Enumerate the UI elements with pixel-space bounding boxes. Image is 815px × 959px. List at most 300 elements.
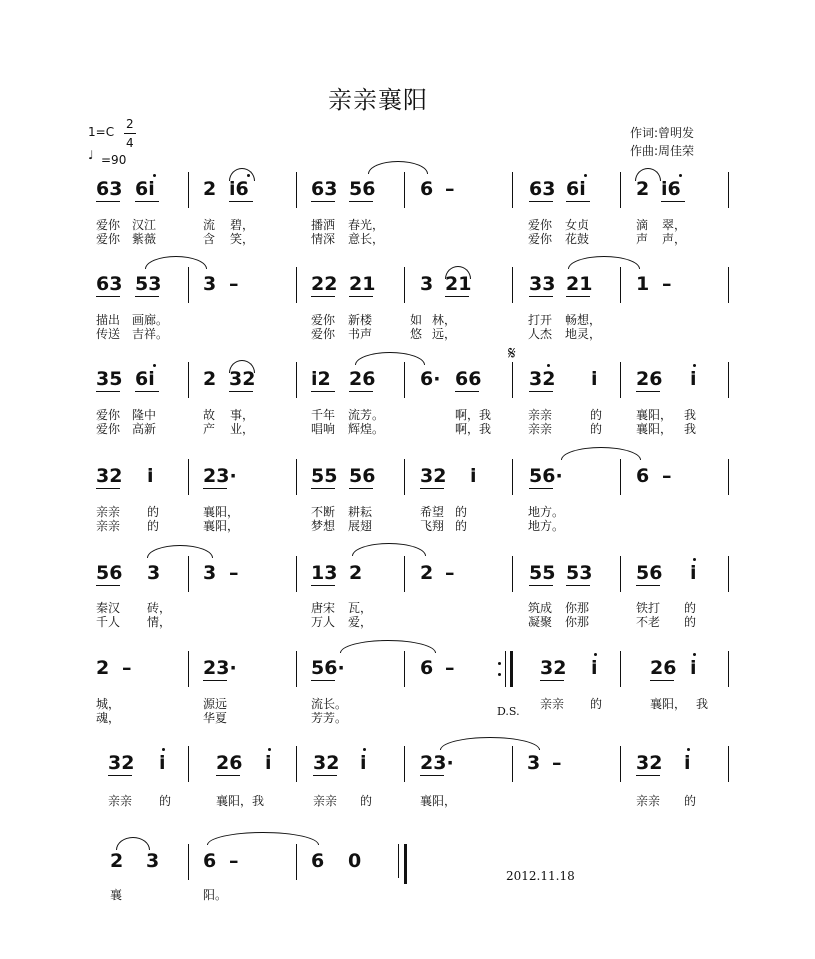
song-title: 亲亲襄阳 — [328, 86, 428, 114]
lyric: 亲亲 — [528, 408, 553, 422]
barline — [404, 172, 405, 208]
lyric: 万人 — [311, 615, 336, 629]
lyric: 唱响 — [311, 422, 336, 436]
beam — [349, 488, 373, 489]
lyric: 啊，我 — [455, 422, 492, 436]
barline — [404, 362, 405, 398]
slur — [440, 737, 540, 750]
lyric: 的 — [590, 697, 603, 711]
beam — [311, 488, 335, 489]
note: 32 — [108, 752, 135, 774]
octave-dot — [687, 748, 690, 751]
lyric: 亲亲 — [636, 794, 661, 808]
lyric: 千年 — [311, 408, 336, 422]
lyric: 爱， — [348, 615, 373, 629]
lyric: 春光， — [348, 218, 385, 232]
note: – — [445, 562, 455, 584]
barline — [728, 651, 729, 687]
lyric: 源远 — [203, 697, 228, 711]
barline — [188, 556, 189, 592]
barline — [296, 651, 297, 687]
lyric: 芳芳。 — [311, 711, 348, 725]
note: i — [265, 752, 272, 774]
barline — [620, 651, 621, 687]
lyric: 的 — [684, 601, 697, 615]
lyric: 爱你 — [96, 218, 121, 232]
note: – — [122, 657, 132, 679]
lyric: 亲亲 — [96, 505, 121, 519]
barline — [728, 556, 729, 592]
note: 6 — [203, 850, 217, 872]
lyric: 女贞 — [565, 218, 590, 232]
lyric: 吉祥。 — [132, 327, 169, 341]
lyric: 地方。 — [528, 505, 565, 519]
repeat-dot — [498, 662, 501, 665]
octave-dot — [594, 653, 597, 656]
barline — [512, 362, 513, 398]
lyric: 华夏 — [203, 711, 228, 725]
note: 53 — [566, 562, 593, 584]
lyric: 梦想 — [311, 519, 336, 533]
lyric: 悠 — [410, 327, 423, 341]
lyric: 远， — [432, 327, 457, 341]
note: 6i — [135, 178, 155, 200]
note: 3 — [203, 562, 217, 584]
barline — [728, 172, 729, 208]
lyric: 襄阳， — [636, 422, 673, 436]
note: i — [690, 368, 697, 390]
note: 56· — [311, 657, 345, 679]
note: 63 — [311, 178, 338, 200]
note: i2 — [311, 368, 331, 390]
note: 2 — [349, 562, 363, 584]
note: i — [470, 465, 477, 487]
barline — [296, 556, 297, 592]
barline — [404, 459, 405, 495]
beam — [420, 488, 444, 489]
composer: 作曲:周佳荣 — [630, 144, 695, 158]
lyric: 铁打 — [636, 601, 661, 615]
beam — [135, 296, 159, 297]
note: – — [229, 273, 239, 295]
slur — [445, 266, 471, 279]
barline — [728, 362, 729, 398]
lyric: 阳。 — [203, 888, 228, 902]
note: 63 — [529, 178, 556, 200]
lyric: 不老 — [636, 615, 661, 629]
octave-dot — [363, 748, 366, 751]
note: 2 — [203, 178, 217, 200]
note: i — [147, 465, 154, 487]
note: 1 — [636, 273, 650, 295]
slur — [147, 545, 213, 558]
note: 53 — [135, 273, 162, 295]
lyric: 声 — [636, 232, 649, 246]
lyric: 流长。 — [311, 697, 348, 711]
lyric: 意长， — [348, 232, 385, 246]
lyric: 爱你 — [96, 232, 121, 246]
note: 6 — [420, 178, 434, 200]
note: 21 — [445, 273, 472, 295]
lyric: 爱你 — [311, 327, 336, 341]
barline — [188, 651, 189, 687]
segno-icon: 𝄋 — [508, 343, 516, 364]
note: 3 — [146, 850, 160, 872]
lyric: 情深 — [311, 232, 336, 246]
barline — [296, 267, 297, 303]
beam — [349, 201, 373, 202]
lyric: 的 — [360, 794, 373, 808]
note: 32 — [96, 465, 123, 487]
note: 2 — [110, 850, 124, 872]
lyric: 我 — [684, 408, 697, 422]
beam — [529, 201, 553, 202]
barline — [296, 362, 297, 398]
note: i — [591, 368, 598, 390]
lyric: 播洒 — [311, 218, 336, 232]
lyric: 展翅 — [348, 519, 373, 533]
beam — [313, 775, 337, 776]
final-barline — [404, 844, 407, 884]
time-sig-top: 2 — [126, 117, 134, 131]
beam — [311, 296, 335, 297]
slur — [355, 352, 425, 365]
note: 26 — [216, 752, 243, 774]
lyric: 襄阳， — [420, 794, 457, 808]
octave-dot — [693, 653, 696, 656]
slur — [229, 168, 255, 181]
barline — [620, 746, 621, 782]
lyric: 地灵， — [565, 327, 602, 341]
note: 6i — [566, 178, 586, 200]
beam — [349, 296, 373, 297]
barline — [188, 746, 189, 782]
lyric: 声， — [662, 232, 687, 246]
beam — [311, 680, 335, 681]
lyric: 的 — [590, 422, 603, 436]
lyric: 爱你 — [528, 218, 553, 232]
lyric: 描出 — [96, 313, 121, 327]
beam — [661, 201, 685, 202]
note: 21 — [566, 273, 593, 295]
beam — [311, 201, 335, 202]
note: 33 — [529, 273, 556, 295]
barline — [728, 267, 729, 303]
lyric: 的 — [455, 505, 468, 519]
note: i — [690, 562, 697, 584]
lyric: 襄阳， — [636, 408, 673, 422]
lyric: 魂， — [96, 711, 121, 725]
lyric: 不断 — [311, 505, 336, 519]
barline — [296, 459, 297, 495]
lyric: 唐宋 — [311, 601, 336, 615]
slur — [116, 837, 150, 850]
lyric: 新楼 — [348, 313, 373, 327]
beam — [455, 391, 479, 392]
note: 56 — [636, 562, 663, 584]
note: – — [662, 465, 672, 487]
slur — [635, 168, 661, 181]
barline — [188, 362, 189, 398]
note: 2 — [96, 657, 110, 679]
note: 3 — [527, 752, 541, 774]
beam — [135, 391, 159, 392]
octave-dot — [693, 364, 696, 367]
barline — [296, 172, 297, 208]
lyric: 地方。 — [528, 519, 565, 533]
barline — [188, 172, 189, 208]
note: – — [552, 752, 562, 774]
lyric: 的 — [455, 519, 468, 533]
lyric: 笑， — [230, 232, 255, 246]
note: 13 — [311, 562, 338, 584]
lyric: 爱你 — [311, 313, 336, 327]
note: 26 — [349, 368, 376, 390]
lyric: 我 — [684, 422, 697, 436]
lyric: 爱你 — [96, 408, 121, 422]
note: 0 — [348, 850, 362, 872]
note: 3 — [147, 562, 161, 584]
lyric: 故 — [203, 408, 216, 422]
lyric: 流 — [203, 218, 216, 232]
note: 2 — [420, 562, 434, 584]
note: 32 — [636, 752, 663, 774]
repeat-barline-thin — [505, 651, 506, 687]
lyric: 的 — [159, 794, 172, 808]
barline — [512, 459, 513, 495]
note: 26 — [650, 657, 677, 679]
lyric: 亲亲 — [96, 519, 121, 533]
lyric: 画廊。 — [132, 313, 169, 327]
lyric: 传送 — [96, 327, 121, 341]
lyric: 爱你 — [96, 422, 121, 436]
barline — [296, 844, 297, 880]
note: 6· — [420, 368, 441, 390]
beam — [650, 680, 674, 681]
lyric: 的 — [684, 615, 697, 629]
note: 3 — [420, 273, 434, 295]
note: 21 — [349, 273, 376, 295]
lyric: 襄阳， — [203, 519, 240, 533]
barline — [404, 267, 405, 303]
beam — [636, 585, 660, 586]
lyric: 筑成 — [528, 601, 553, 615]
beam — [108, 775, 132, 776]
barline — [620, 267, 621, 303]
note: 32 — [420, 465, 447, 487]
lyric: 亲亲 — [313, 794, 338, 808]
lyric: 碧， — [230, 218, 255, 232]
slur — [568, 256, 640, 269]
lyric: 含 — [203, 232, 216, 246]
note: 63 — [96, 178, 123, 200]
barline — [728, 459, 729, 495]
octave-dot — [153, 174, 156, 177]
beam — [529, 391, 553, 392]
lyricist: 作词:曾明发 — [630, 126, 695, 140]
lyric: 情， — [147, 615, 172, 629]
lyric: 你那 — [565, 601, 590, 615]
slur — [340, 640, 436, 653]
slur — [561, 447, 641, 460]
note: 23· — [203, 465, 237, 487]
barline — [512, 172, 513, 208]
lyric: 业， — [230, 422, 255, 436]
lyric: 打开 — [528, 313, 553, 327]
note: 63 — [96, 273, 123, 295]
beam — [135, 201, 159, 202]
note: 2 — [636, 178, 650, 200]
note: 23· — [203, 657, 237, 679]
beam — [529, 296, 553, 297]
beam — [529, 585, 553, 586]
octave-dot — [162, 748, 165, 751]
note: 26 — [636, 368, 663, 390]
barline — [188, 844, 189, 880]
note: i — [684, 752, 691, 774]
lyric: 城， — [96, 697, 121, 711]
note: 2 — [203, 368, 217, 390]
barline — [404, 651, 405, 687]
lyric: 耕耘 — [348, 505, 373, 519]
time-sig-bottom: 4 — [126, 136, 134, 150]
note: 66 — [455, 368, 482, 390]
barline — [296, 746, 297, 782]
barline — [512, 267, 513, 303]
octave-dot — [547, 364, 550, 367]
barline — [188, 459, 189, 495]
note: 56· — [529, 465, 563, 487]
barline — [404, 746, 405, 782]
beam — [636, 391, 660, 392]
note: 56 — [96, 562, 123, 584]
note: 23· — [420, 752, 454, 774]
barline — [728, 746, 729, 782]
barline — [512, 556, 513, 592]
lyric: 襄阳，我 — [216, 794, 265, 808]
beam — [566, 585, 590, 586]
beam — [203, 680, 227, 681]
beam — [96, 585, 120, 586]
beam — [540, 680, 564, 681]
octave-dot — [247, 174, 250, 177]
beam — [96, 488, 120, 489]
lyric: 亲亲 — [528, 422, 553, 436]
repeat-dot — [498, 673, 501, 676]
note: 55 — [311, 465, 338, 487]
note: 32 — [529, 368, 556, 390]
slur — [229, 360, 255, 373]
beam — [566, 296, 590, 297]
lyric: 亲亲 — [540, 697, 565, 711]
note: – — [662, 273, 672, 295]
octave-dot — [153, 364, 156, 367]
lyric: 的 — [147, 519, 160, 533]
repeat-barline — [510, 651, 513, 687]
lyric: 襄阳， — [203, 505, 240, 519]
lyric: 紫薇 — [132, 232, 157, 246]
lyric: 辉煌。 — [348, 422, 385, 436]
lyric: 花鼓 — [565, 232, 590, 246]
tempo: =90 — [101, 153, 127, 167]
barline — [620, 172, 621, 208]
note: 6i — [135, 368, 155, 390]
lyric: 襄阳， — [650, 697, 687, 711]
beam — [311, 391, 335, 392]
lyric: 如 — [410, 313, 423, 327]
octave-dot — [679, 174, 682, 177]
note: 32 — [229, 368, 256, 390]
lyric: 爱你 — [528, 232, 553, 246]
beam — [529, 488, 553, 489]
beam — [96, 201, 120, 202]
beam — [445, 296, 469, 297]
slur — [145, 256, 207, 269]
note: 56 — [349, 178, 376, 200]
lyric: 高新 — [132, 422, 157, 436]
note: i6 — [229, 178, 249, 200]
slur — [352, 543, 426, 556]
lyric: 啊，我 — [455, 408, 492, 422]
lyric: 林， — [432, 313, 457, 327]
lyric: 襄 — [110, 888, 123, 902]
barline — [404, 556, 405, 592]
lyric: 的 — [590, 408, 603, 422]
slur — [368, 161, 428, 174]
lyric: 千人 — [96, 615, 121, 629]
note: 6 — [311, 850, 325, 872]
barline — [620, 362, 621, 398]
lyric: 我 — [696, 697, 709, 711]
beam — [229, 391, 253, 392]
lyric: 砖， — [147, 601, 172, 615]
lyric: 的 — [147, 505, 160, 519]
lyric: 滴 — [636, 218, 649, 232]
note: – — [445, 178, 455, 200]
note: i — [591, 657, 598, 679]
beam — [311, 585, 335, 586]
barline — [188, 267, 189, 303]
octave-dot — [584, 174, 587, 177]
date: 2012.11.18 — [506, 869, 575, 883]
da-segno: D.S. — [497, 705, 520, 718]
note: 35 — [96, 368, 123, 390]
lyric: 秦汉 — [96, 601, 121, 615]
lyric: 飞翔 — [420, 519, 445, 533]
note: – — [445, 657, 455, 679]
note: i6 — [661, 178, 681, 200]
note: 3 — [203, 273, 217, 295]
lyric: 隆中 — [132, 408, 157, 422]
note: 32 — [540, 657, 567, 679]
beam — [229, 201, 253, 202]
lyric: 瓦， — [348, 601, 373, 615]
note: i — [360, 752, 367, 774]
quarter-note-icon: ♩ — [88, 148, 94, 162]
beam — [216, 775, 240, 776]
note: 56 — [349, 465, 376, 487]
beam — [203, 488, 227, 489]
note: 6 — [636, 465, 650, 487]
lyric: 产 — [203, 422, 216, 436]
octave-dot — [693, 558, 696, 561]
beam — [566, 201, 590, 202]
lyric: 汉江 — [132, 218, 157, 232]
note: i — [159, 752, 166, 774]
beam — [96, 391, 120, 392]
note: – — [229, 850, 239, 872]
note: 32 — [313, 752, 340, 774]
